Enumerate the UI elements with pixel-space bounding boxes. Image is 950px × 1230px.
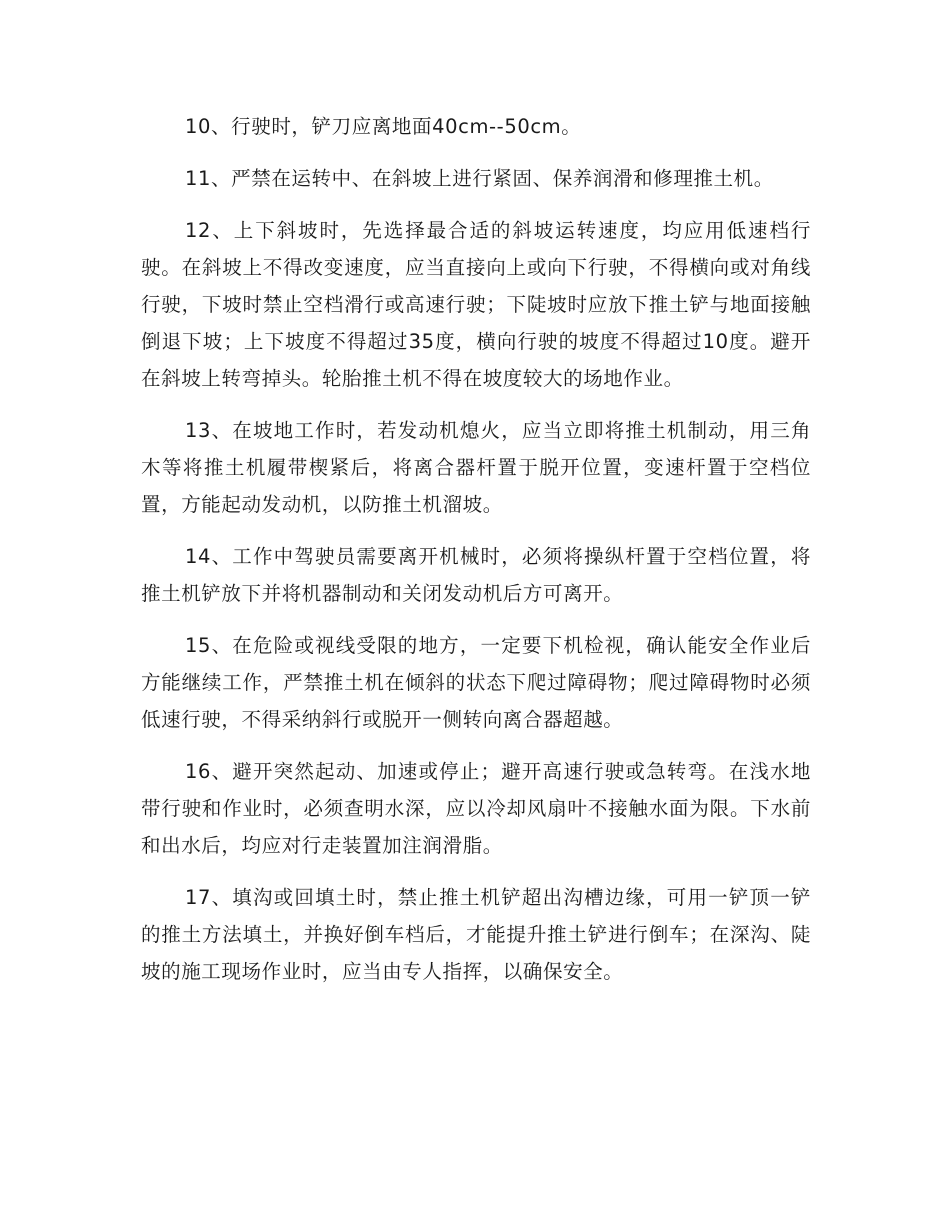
paragraph-15: 15、在危险或视线受限的地方，一定要下机检视，确认能安全作业后方能继续工作，严禁推土机在倾斜的状态下爬过障碍物；爬过障碍物时必须低速行驶，不得采纳斜行或脱开一侧转向离合器超越。 xyxy=(141,634,811,731)
paragraph-10: 10、行驶时，铲刀应离地面40cm--50cm。 xyxy=(185,115,582,138)
document-body xyxy=(141,108,811,1005)
paragraph-14: 14、工作中驾驶员需要离开机械时，必须将操纵杆置于空档位置，将推土机铲放下并将机器制动和关闭发动机后方可离开。 xyxy=(141,545,811,605)
paragraph-12: 12、上下斜坡时，先选择最合适的斜坡运转速度，均应用低速档行驶。在斜坡上不得改变速度，应当直接向上或向下行驶，不得横向或对角线行驶，下坡时禁止空档滑行或高速行驶；下陡坡时应放下推土铲与地面接触倒退下坡；上下坡度不得超过35度，横向行驶的坡度不得超过10度。避开在斜坡上转弯掉头。轮胎推土机不得在坡度较大的场地作业。 xyxy=(141,219,811,390)
paragraph-16: 16、避开突然起动、加速或停止；避开高速行驶或急转弯。在浅水地带行驶和作业时，必须查明水深，应以冷却风扇叶不接触水面为限。下水前和出水后，均应对行走装置加注润滑脂。 xyxy=(141,760,811,857)
paragraph-17: 17、填沟或回填土时，禁止推土机铲超出沟槽边缘，可用一铲顶一铲的推土方法填土，并换好倒车档后，才能提升推土铲进行倒车；在深沟、陡坡的施工现场作业时，应当由专人指挥，以确保安全。 xyxy=(141,886,811,983)
paragraph-13: 13、在坡地工作时，若发动机熄火，应当立即将推土机制动，用三角木等将推土机履带楔紧后，将离合器杆置于脱开位置，变速杆置于空档位置，方能起动发动机，以防推土机溜坡。 xyxy=(141,419,811,516)
paragraph-11: 11、严禁在运转中、在斜坡上进行紧固、保养润滑和修理推土机。 xyxy=(185,167,774,190)
